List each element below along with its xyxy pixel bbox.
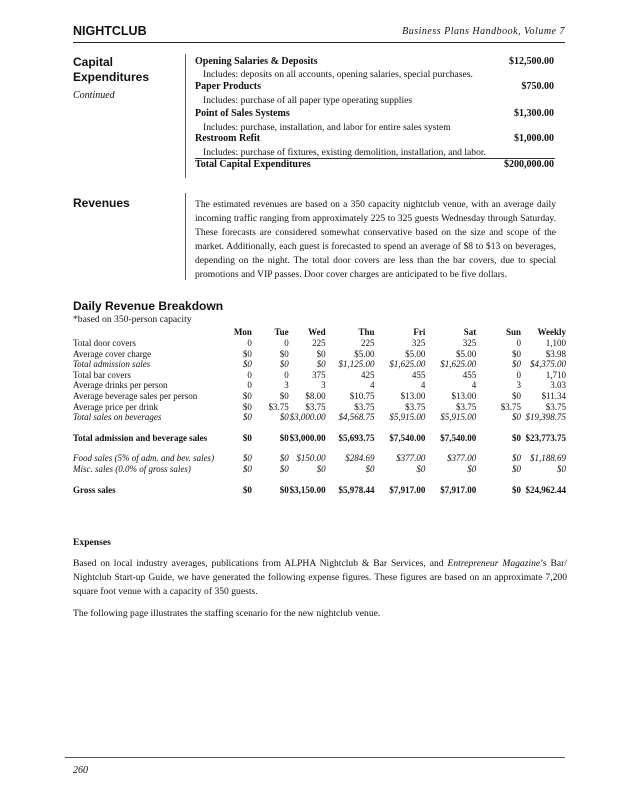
table-header-cell: Wed (308, 326, 326, 337)
table-cell: $5.00 (405, 348, 426, 359)
table-row (73, 338, 566, 349)
table-cell: $4,568.75 (338, 412, 375, 423)
table-cell: $1,188.69 (530, 453, 566, 464)
table-header-cell: Tue (274, 326, 289, 337)
table-cell: $1,625.00 (389, 359, 426, 370)
row-label: Misc. sales (0.0% of gross sales) (73, 463, 191, 474)
capital-item-amount: $1,300.00 (514, 108, 554, 119)
table-cell: $0 (511, 390, 521, 401)
table-cell: $8.00 (305, 390, 326, 401)
table-cell: 1,710 (545, 369, 566, 380)
table-cell: $5.00 (455, 348, 477, 359)
revenues-paragraph: The estimated revenues are based on a 350 capacity nightclub venue, with an average daily incoming traffic ranging from approximately 225 to 325 guests Wednesday through Saturday. These forecasts are considered somewhat conservative based on the size and scope of the market. Additionally, each guest is forecasted to spend an average of $8 to $13 on beverages, depending on the night. The total door covers are less than the bar covers, due to special promotions and VIP passes. Door cover charges are anticipated to be five dollars. (195, 199, 556, 280)
table-cell: $0 (279, 412, 289, 423)
table-cell: $0 (279, 348, 289, 359)
table-header-cell: Fri (413, 326, 426, 337)
capital-item-desc: Includes: purchase, installation, and labor for entire sales system (203, 122, 451, 133)
revenue-table (73, 326, 566, 495)
table-cell: $0 (242, 390, 252, 401)
capital-item-pos (195, 108, 554, 119)
row-label: Average cover charge (73, 348, 152, 359)
table-row (73, 380, 566, 391)
table-cell: $0 (279, 432, 289, 443)
table-header-cell (73, 326, 214, 338)
table-header-cell: Mon (233, 326, 252, 337)
table-cell: $0 (316, 463, 326, 474)
capital-item-amount: $1,000.00 (514, 133, 554, 144)
table-cell: 0 (516, 369, 521, 380)
table-header-cell: Thu (358, 326, 375, 337)
table-cell: $0 (511, 432, 521, 443)
table-cell: $0 (511, 412, 521, 423)
table-cell: $377.00 (396, 453, 426, 464)
row-label: Average drinks per person (73, 380, 168, 391)
table-cell: $0 (511, 484, 521, 495)
row-label: Total admission and beverage sales (73, 432, 208, 443)
table-row (73, 370, 566, 381)
table-row (73, 453, 566, 464)
table-cell: $24,962.44 (525, 484, 566, 495)
table-cell: $0 (242, 359, 252, 370)
table-cell: $3.75 (545, 401, 566, 412)
table-cell: 325 (411, 338, 426, 348)
table-cell: $5,978.44 (338, 484, 375, 495)
revenues-divider (185, 193, 186, 280)
running-header-title: NIGHTCLUB (73, 24, 147, 38)
table-cell: $0 (279, 390, 289, 401)
table-cell: $3.75 (455, 401, 477, 412)
breakdown-title: Daily Revenue Breakdown (73, 299, 224, 313)
capital-label-line1: Capital (73, 55, 114, 69)
table-row (73, 485, 566, 496)
capital-total-amount: $200,000.00 (504, 159, 554, 170)
table-cell: $11.34 (541, 390, 566, 401)
capital-item-name: Restroom Refit (195, 133, 261, 144)
table-cell: $3,000.00 (289, 412, 326, 423)
table-cell: 4 (370, 380, 375, 391)
capital-label-line2: Expenditures (73, 70, 150, 84)
table-cell: 1,100 (545, 338, 566, 348)
table-cell: $7,540.00 (440, 432, 477, 443)
row-label: Total sales on beverages (73, 412, 162, 423)
table-cell: 0 (284, 369, 289, 380)
table-cell: $5,915.00 (389, 412, 426, 423)
table-header-cell: Sun (505, 326, 521, 337)
capital-label (73, 55, 149, 85)
table-cell: $0 (279, 453, 289, 464)
table-cell: $7,917.00 (440, 484, 477, 495)
revenues-label: Revenues (73, 196, 130, 210)
capital-item-amount: $750.00 (521, 81, 554, 92)
capital-item-restroom (195, 133, 554, 144)
table-cell: $150.00 (296, 453, 326, 464)
row-label: Food sales (5% of adm. and bev. sales) (73, 453, 215, 464)
table-cell: 4 (471, 380, 477, 391)
table-cell: 225 (312, 338, 326, 348)
table-cell: 0 (284, 338, 289, 348)
capital-item-name: Point of Sales Systems (195, 108, 290, 119)
table-header-cell: Sat (463, 326, 477, 337)
table-cell: $0 (511, 453, 521, 464)
table-cell: 455 (462, 369, 477, 380)
table-cell: $0 (511, 348, 521, 359)
table-cell: $13.00 (400, 390, 426, 401)
table-row (73, 433, 566, 444)
table-cell: $0 (242, 348, 252, 359)
table-cell: $5,915.00 (440, 412, 477, 423)
row-label: Average beverage sales per person (73, 390, 198, 401)
footer-rule (65, 757, 565, 758)
table-row (73, 402, 566, 413)
table-row (73, 391, 566, 402)
running-header-book: Business Plans Handbook, Volume 7 (402, 26, 565, 37)
table-cell: $0 (279, 463, 289, 474)
table-cell: $0 (279, 484, 289, 495)
table-cell: $0 (242, 412, 252, 423)
table-cell: $10.75 (349, 390, 375, 401)
table-header-row (73, 326, 566, 338)
table-cell: $7,917.00 (389, 484, 426, 495)
table-spacer (73, 443, 566, 453)
table-cell: 455 (411, 369, 426, 380)
expenses-heading: Expenses (73, 537, 111, 548)
table-cell: $3.75 (354, 401, 375, 412)
table-cell: $23,773.75 (525, 432, 566, 443)
row-label: Average price per drink (73, 401, 159, 412)
table-cell: $3.75 (405, 401, 426, 412)
capital-item-name: Paper Products (195, 81, 262, 92)
table-row (73, 412, 566, 423)
table-cell: $0 (316, 348, 326, 359)
table-cell: 375 (312, 369, 326, 380)
table-cell: $19,398.75 (525, 412, 566, 423)
table-cell: $0 (557, 463, 566, 474)
table-header-cell: Weekly (537, 326, 566, 337)
table-cell: $1,625.00 (440, 359, 477, 370)
table-cell: 3 (284, 380, 289, 391)
table-spacer (73, 423, 566, 433)
breakdown-subtitle: *based on 350-person capacity (73, 314, 192, 325)
table-cell: $5,693.75 (338, 432, 375, 443)
table-cell: 3.03 (550, 380, 566, 391)
capital-total (195, 159, 554, 170)
table-cell: 0 (247, 338, 252, 348)
staffing-note: The following page illustrates the staffing scenario for the new nightclub venue. (73, 608, 381, 619)
table-cell: $0 (242, 453, 252, 464)
table-cell: $5.00 (354, 348, 375, 359)
row-label: Gross sales (73, 484, 116, 495)
capital-item-paper (195, 81, 554, 92)
capital-item-desc: Includes: deposits on all accounts, opening salaries, special purchases. (203, 69, 473, 80)
table-spacer (73, 475, 566, 485)
table-cell: $0 (316, 359, 326, 370)
table-row (73, 349, 566, 360)
table-cell: $0 (511, 463, 521, 474)
table-cell: $3.98 (545, 348, 566, 359)
expenses-paragraph (73, 557, 567, 599)
table-cell: 325 (462, 338, 477, 348)
table-cell: 0 (247, 380, 252, 391)
capital-total-label: Total Capital Expenditures (195, 159, 311, 170)
expenses-text-b: ’s Bar/ Nightclub Start-up Guide, we have generated the following expense figures. These figures are based on an approximate 7,200 square foot venue with a capacity of 350 guests. (73, 558, 567, 597)
table-cell: $3.75 (268, 401, 289, 412)
header-rule (73, 42, 565, 43)
capital-continued: Continued (73, 90, 115, 101)
capital-item-desc: Includes: purchase of all paper type operating supplies (203, 95, 413, 106)
table-cell: $0 (242, 484, 252, 495)
table-cell: $4,375.00 (530, 359, 566, 370)
table-cell: $1,125.00 (338, 359, 375, 370)
table-cell: $0 (511, 359, 521, 370)
capital-item-name: Opening Salaries & Deposits (195, 56, 318, 67)
table-cell: 4 (420, 380, 426, 391)
table-row (73, 359, 566, 370)
table-cell: $0 (279, 359, 289, 370)
table-cell: 225 (361, 338, 375, 348)
row-label: Total bar covers (73, 369, 131, 380)
table-cell: $3,150.00 (289, 484, 326, 495)
table-cell: $3.75 (305, 401, 326, 412)
table-cell: 3 (516, 380, 521, 391)
table-cell: $0 (365, 463, 375, 474)
table-cell: 0 (516, 338, 521, 348)
table-row (73, 464, 566, 475)
table-cell: $13.00 (451, 390, 477, 401)
capital-item-amount: $12,500.00 (509, 56, 554, 67)
table-cell: $377.00 (446, 453, 477, 464)
table-cell: $0 (416, 463, 426, 474)
capital-item-desc: Includes: purchase of fixtures, existing demolition, installation, and labor. (203, 147, 486, 158)
table-cell: $0 (242, 463, 252, 474)
table-cell: $284.69 (345, 453, 375, 464)
capital-divider (185, 54, 186, 178)
table-cell: $0 (242, 432, 252, 443)
row-label: Total door covers (73, 338, 136, 348)
table-cell: $3.75 (500, 401, 521, 412)
table-cell: $3,000.00 (289, 432, 326, 443)
table-cell: $7,540.00 (389, 432, 426, 443)
expenses-text-em: Entrepreneur Magazine (447, 558, 541, 569)
table-cell: 3 (321, 380, 326, 391)
table-cell: $0 (242, 401, 252, 412)
table-cell: $0 (467, 463, 477, 474)
capital-item-salaries (195, 56, 554, 67)
table-cell: 425 (361, 369, 375, 380)
row-label: Total admission sales (73, 359, 151, 370)
expenses-text-a: Based on local industry averages, publications from ALPHA Nightclub & Bar Services, and (73, 558, 448, 569)
table-cell: 0 (247, 369, 252, 380)
page-number: 260 (73, 765, 88, 776)
